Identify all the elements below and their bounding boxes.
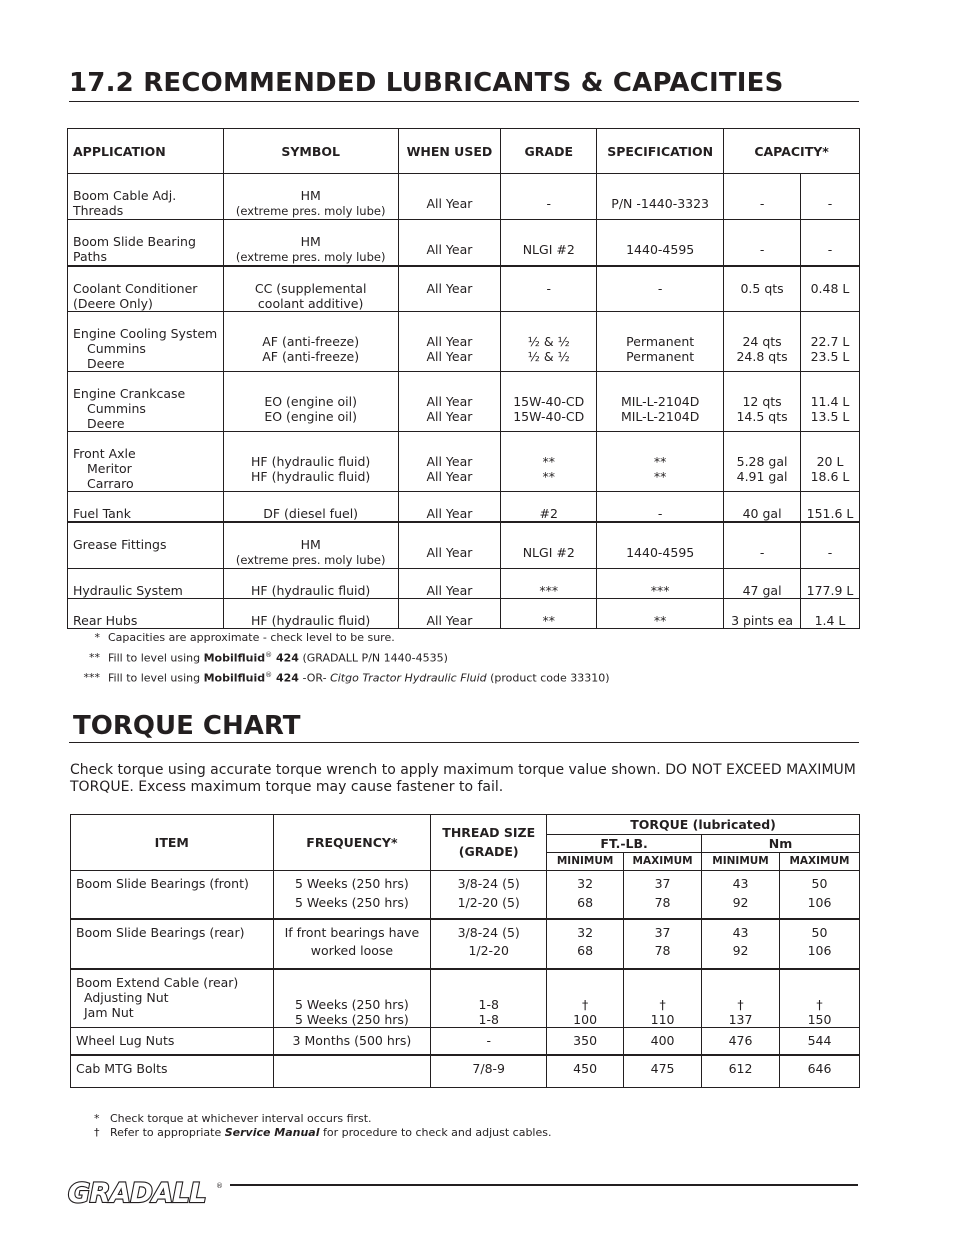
lub-specification: - [597, 266, 724, 312]
torque-ftlb-min: 450 [547, 1055, 624, 1087]
lub-specification: Permanent Permanent [597, 312, 724, 372]
lub-grade: ** [501, 599, 597, 629]
lub-application: Boom Cable Adj. Threads [68, 174, 224, 220]
lub-symbol: HF (hydraulic fluid) HF (hydraulic fluid) [223, 432, 398, 492]
lub-when-used: All Year [398, 492, 501, 523]
lub-application: Front Axle Meritor Carraro [68, 432, 224, 492]
lub-capacity-us: - [724, 522, 801, 569]
lubricants-table [67, 128, 860, 629]
lub-capacity-metric: - [801, 522, 860, 569]
torque-nm-min: † 137 [702, 969, 780, 1028]
torque-frequency [273, 1055, 431, 1087]
lub-application: Engine Crankcase Cummins Deere [68, 372, 224, 432]
logo-text: GRADALL [68, 1178, 207, 1208]
lub-grade: NLGI #2 [501, 522, 597, 569]
torque-header-item: ITEM [71, 815, 274, 871]
torque-nm-min: 43 92 [702, 919, 780, 969]
torque-nm-max: 646 [780, 1055, 860, 1087]
torque-ftlb-max: 400 [624, 1027, 702, 1055]
gradall-logo [66, 1176, 226, 1212]
lub-header-cell: WHEN USED [398, 129, 501, 174]
torque-header-max: MAXIMUM [780, 853, 860, 871]
lub-capacity-us: 40 gal [724, 492, 801, 523]
lub-capacity-us: 24 qts 24.8 qts [724, 312, 801, 372]
torque-note: † Refer to appropriate Service Manual for procedure to check and adjust cables. [94, 1126, 552, 1139]
lub-symbol: HM (extreme pres. moly lube) [223, 522, 398, 569]
lub-capacity-us: - [724, 220, 801, 267]
lub-capacity-us: - [724, 174, 801, 220]
lub-specification: - [597, 492, 724, 523]
lub-header-cell: CAPACITY* [724, 129, 860, 174]
lub-symbol: HF (hydraulic fluid) [223, 599, 398, 629]
lub-application: Hydraulic System [68, 569, 224, 599]
torque-item: Boom Slide Bearings (front) [71, 871, 274, 919]
torque-header-row [71, 815, 860, 835]
lub-specification: *** [597, 569, 724, 599]
torque-frequency: 5 Weeks (250 hrs) 5 Weeks (250 hrs) [273, 871, 431, 919]
lub-capacity-metric: 22.7 L 23.5 L [801, 312, 860, 372]
torque-ftlb-max: † 110 [624, 969, 702, 1028]
lub-capacity-metric: 11.4 L 13.5 L [801, 372, 860, 432]
torque-title: TORQUE CHART [69, 711, 859, 743]
lub-specification: ** [597, 599, 724, 629]
lub-capacity-us: 5.28 gal 4.91 gal [724, 432, 801, 492]
lub-capacity-metric: 177.9 L [801, 569, 860, 599]
lub-symbol: CC (supplemental coolant additive) [223, 266, 398, 312]
lub-row [68, 522, 860, 569]
lub-capacity-us: 12 qts 14.5 qts [724, 372, 801, 432]
lub-when-used: All Year [398, 522, 501, 569]
torque-nm-max: † 150 [780, 969, 860, 1028]
lubricants-notes [78, 630, 610, 687]
torque-header-min: MINIMUM [547, 853, 624, 871]
torque-thread: 1-8 1-8 [431, 969, 547, 1028]
lub-row [68, 266, 860, 312]
lub-specification: MIL-L-2104D MIL-L-2104D [597, 372, 724, 432]
torque-row [71, 1055, 860, 1087]
lub-header-cell: GRADE [501, 129, 597, 174]
lub-capacity-metric: 1.4 L [801, 599, 860, 629]
torque-nm-max: 50 106 [780, 871, 860, 919]
torque-row [71, 871, 860, 919]
lub-specification: ** ** [597, 432, 724, 492]
lub-row [68, 312, 860, 372]
lub-symbol: AF (anti-freeze) AF (anti-freeze) [223, 312, 398, 372]
torque-frequency: 3 Months (500 hrs) [273, 1027, 431, 1055]
lub-capacity-us: 47 gal [724, 569, 801, 599]
lub-when-used: All Year All Year [398, 312, 501, 372]
lub-application: Rear Hubs [68, 599, 224, 629]
torque-ftlb-max: 37 78 [624, 919, 702, 969]
lub-row [68, 372, 860, 432]
lub-row [68, 569, 860, 599]
lub-row [68, 174, 860, 220]
lub-header-cell: APPLICATION [68, 129, 224, 174]
lub-symbol: DF (diesel fuel) [223, 492, 398, 523]
lub-grade: 15W-40-CD 15W-40-CD [501, 372, 597, 432]
lub-specification: P/N -1440-3323 [597, 174, 724, 220]
lub-row [68, 492, 860, 523]
torque-thread: - [431, 1027, 547, 1055]
torque-thread: 3/8-24 (5) 1/2-20 [431, 919, 547, 969]
torque-notes [94, 1112, 552, 1140]
torque-table [70, 814, 860, 1088]
torque-thread: 7/8-9 [431, 1055, 547, 1087]
lub-row [68, 599, 860, 629]
lub-grade: - [501, 266, 597, 312]
lub-capacity-metric: - [801, 220, 860, 267]
lub-when-used: All Year All Year [398, 372, 501, 432]
torque-header-frequency: FREQUENCY* [273, 815, 431, 871]
torque-item: Boom Extend Cable (rear) Adjusting Nut Jam Nut [71, 969, 274, 1028]
lub-specification: 1440-4595 [597, 522, 724, 569]
lub-application: Boom Slide Bearing Paths [68, 220, 224, 267]
lub-application: Engine Cooling System Cummins Deere [68, 312, 224, 372]
lub-when-used: All Year All Year [398, 432, 501, 492]
torque-ftlb-min: 32 68 [547, 919, 624, 969]
lub-header-cell: SPECIFICATION [597, 129, 724, 174]
lub-capacity-metric: - [801, 174, 860, 220]
lub-note: * Capacities are approximate - check level to be sure. [94, 631, 395, 644]
lub-when-used: All Year [398, 599, 501, 629]
lub-row [68, 220, 860, 267]
torque-frequency: 5 Weeks (250 hrs) 5 Weeks (250 hrs) [273, 969, 431, 1028]
lub-capacity-metric: 151.6 L [801, 492, 860, 523]
lub-header-cell: SYMBOL [223, 129, 398, 174]
lub-capacity-metric: 20 L 18.6 L [801, 432, 860, 492]
torque-nm-max: 50 106 [780, 919, 860, 969]
torque-note: * Check torque at whichever interval occurs first. [94, 1112, 372, 1125]
torque-frequency: If front bearings have worked loose [273, 919, 431, 969]
torque-header-min: MINIMUM [702, 853, 780, 871]
torque-ftlb-min: 32 68 [547, 871, 624, 919]
torque-header-max: MAXIMUM [624, 853, 702, 871]
torque-row [71, 1027, 860, 1055]
torque-header-torque: TORQUE (lubricated) [547, 815, 860, 835]
torque-ftlb-max: 37 78 [624, 871, 702, 919]
torque-item: Wheel Lug Nuts [71, 1027, 274, 1055]
footer-rule [230, 1184, 858, 1186]
torque-item: Boom Slide Bearings (rear) [71, 919, 274, 969]
torque-ftlb-min: 350 [547, 1027, 624, 1055]
torque-nm-min: 476 [702, 1027, 780, 1055]
lub-note: *** Fill to level using Mobilfluid® 424 -OR- Citgo Tractor Hydraulic Fluid (product code 33310) [83, 670, 610, 685]
lub-grade: ** ** [501, 432, 597, 492]
lub-grade: ½ & ½ ½ & ½ [501, 312, 597, 372]
torque-ftlb-max: 475 [624, 1055, 702, 1087]
lub-capacity-us: 0.5 qts [724, 266, 801, 312]
torque-item: Cab MTG Bolts [71, 1055, 274, 1087]
torque-nm-max: 544 [780, 1027, 860, 1055]
lub-row [68, 432, 860, 492]
lub-capacity-metric: 0.48 L [801, 266, 860, 312]
torque-ftlb-min: † 100 [547, 969, 624, 1028]
torque-row [71, 969, 860, 1028]
lub-grade: NLGI #2 [501, 220, 597, 267]
lub-symbol: HF (hydraulic fluid) [223, 569, 398, 599]
torque-nm-min: 43 92 [702, 871, 780, 919]
torque-header-thread: THREAD SIZE (GRADE) [431, 815, 547, 871]
torque-header-ftlb: FT.-LB. [547, 835, 702, 853]
lub-when-used: All Year [398, 220, 501, 267]
lub-symbol: HM (extreme pres. moly lube) [223, 220, 398, 267]
lub-when-used: All Year [398, 266, 501, 312]
torque-nm-min: 612 [702, 1055, 780, 1087]
lub-capacity-us: 3 pints ea [724, 599, 801, 629]
section-title: 17.2 RECOMMENDED LUBRICANTS & CAPACITIES [69, 68, 859, 102]
torque-thread: 3/8-24 (5) 1/2-20 (5) [431, 871, 547, 919]
lub-when-used: All Year [398, 569, 501, 599]
lub-application: Fuel Tank [68, 492, 224, 523]
lub-grade: - [501, 174, 597, 220]
lub-symbol: HM (extreme pres. moly lube) [223, 174, 398, 220]
torque-intro: Check torque using accurate torque wrench to apply maximum torque value shown. DO NOT EXCEED MAXIMUM TORQUE. Excess maximum torque may cause fastener to fail. [70, 762, 856, 795]
lub-application: Grease Fittings [68, 522, 224, 569]
logo-reg: ® [216, 1182, 223, 1190]
lub-application: Coolant Conditioner (Deere Only) [68, 266, 224, 312]
lub-grade: *** [501, 569, 597, 599]
torque-header-nm: Nm [702, 835, 860, 853]
lub-note: ** Fill to level using Mobilfluid® 424 (GRADALL P/N 1440-4535) [89, 650, 448, 665]
lub-header-row [68, 129, 860, 174]
lub-specification: 1440-4595 [597, 220, 724, 267]
torque-row [71, 919, 860, 969]
lub-symbol: EO (engine oil) EO (engine oil) [223, 372, 398, 432]
lub-when-used: All Year [398, 174, 501, 220]
lub-grade: #2 [501, 492, 597, 523]
